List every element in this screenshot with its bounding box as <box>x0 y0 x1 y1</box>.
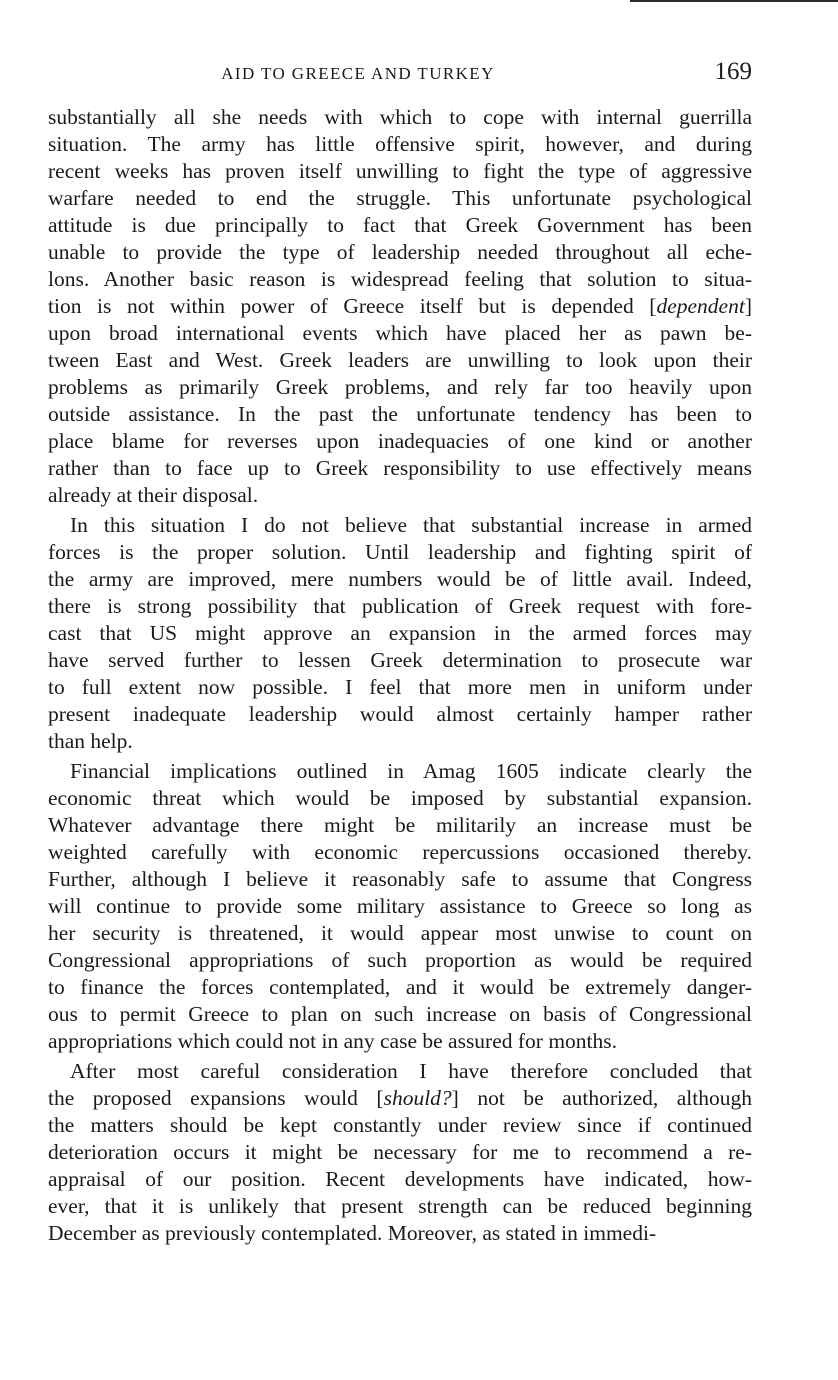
body-text <box>48 104 752 1250</box>
text-line: ever, that it is unlikely that present strength can be reduced beginning <box>48 1194 752 1218</box>
text-line: weighted carefully with economic repercussions occasioned thereby. <box>48 840 752 864</box>
text-line: After most careful consideration I have therefore concluded that <box>70 1059 752 1083</box>
text-line: to finance the forces contemplated, and it would be extremely danger- <box>48 975 752 999</box>
text-line: Financial implications outlined in Amag 1605 indicate clearly the <box>70 759 752 783</box>
text-line: In this situation I do not believe that substantial increase in armed <box>70 513 752 537</box>
text-line: there is strong possibility that publication of Greek request with fore- <box>48 594 752 618</box>
text-line: Further, although I believe it reasonably safe to assume that Congress <box>48 867 752 891</box>
running-title: AID TO GREECE AND TURKEY <box>221 64 495 83</box>
text-line: problems as primarily Greek problems, and rely far too heavily upon <box>48 375 752 399</box>
text-line: than help. <box>48 729 133 753</box>
text-line: tion is not within power of Greece itself but is depended [dependent] <box>48 294 752 318</box>
text-line: the matters should be kept constantly under review since if continued <box>48 1113 752 1137</box>
text-line: deterioration occurs it might be necessary for me to recommend a re- <box>48 1140 752 1164</box>
text-line: appropriations which could not in any case be assured for months. <box>48 1029 618 1053</box>
text-line: will continue to provide some military assistance to Greece so long as <box>48 894 752 918</box>
running-header <box>48 60 752 90</box>
text-line: outside assistance. In the past the unfortunate tendency has been to <box>48 402 752 426</box>
text-line: already at their disposal. <box>48 483 259 507</box>
text-line: attitude is due principally to fact that Greek Government has been <box>48 213 752 237</box>
page-number: 169 <box>714 58 752 85</box>
paragraph-2 <box>48 512 752 755</box>
text-line: unable to provide the type of leadership needed throughout all eche- <box>48 240 752 264</box>
text-line: forces is the proper solution. Until leadership and fighting spirit of <box>48 540 752 564</box>
text-line: cast that US might approve an expansion in the armed forces may <box>48 621 752 645</box>
text-line: her security is threatened, it would appear most unwise to count on <box>48 921 752 945</box>
paragraph-3 <box>48 758 752 1055</box>
text-line: substantially all she needs with which to cope with internal guerrilla <box>48 105 752 129</box>
text-line: tween East and West. Greek leaders are unwilling to look upon their <box>48 348 752 372</box>
text-line: rather than to face up to Greek responsibility to use effectively means <box>48 456 752 480</box>
text-line: have served further to lessen Greek determination to prosecute war <box>48 648 752 672</box>
text-line: place blame for reverses upon inadequacies of one kind or another <box>48 429 752 453</box>
text-line: economic threat which would be imposed by substantial expansion. <box>48 786 752 810</box>
text-line: ous to permit Greece to plan on such increase on basis of Congressional <box>48 1002 752 1026</box>
editorial-insertion: should? <box>383 1086 452 1110</box>
top-edge-rule <box>630 0 838 2</box>
text-line: December as previously contemplated. Moreover, as stated in immedi- <box>48 1221 657 1245</box>
paragraph-1 <box>48 104 752 509</box>
text-line: appraisal of our position. Recent developments have indicated, how- <box>48 1167 752 1191</box>
text-line: situation. The army has little offensive spirit, however, and during <box>48 132 752 156</box>
text-line: lons. Another basic reason is widespread feeling that solution to situa- <box>48 267 752 291</box>
text-line: upon broad international events which have placed her as pawn be- <box>48 321 752 345</box>
text-line: recent weeks has proven itself unwilling to fight the type of aggressive <box>48 159 752 183</box>
text-line: present inadequate leadership would almost certainly hamper rather <box>48 702 752 726</box>
text-line: Whatever advantage there might be militarily an increase must be <box>48 813 752 837</box>
text-line: the proposed expansions would [should?] not be authorized, although <box>48 1086 752 1110</box>
text-line: warfare needed to end the struggle. This unfortunate psychological <box>48 186 752 210</box>
paragraph-4 <box>48 1058 752 1247</box>
text-line: the army are improved, mere numbers would be of little avail. Indeed, <box>48 567 752 591</box>
text-line: to full extent now possible. I feel that more men in uniform under <box>48 675 752 699</box>
text-line: Congressional appropriations of such proportion as would be required <box>48 948 752 972</box>
editorial-insertion: dependent <box>656 294 745 318</box>
